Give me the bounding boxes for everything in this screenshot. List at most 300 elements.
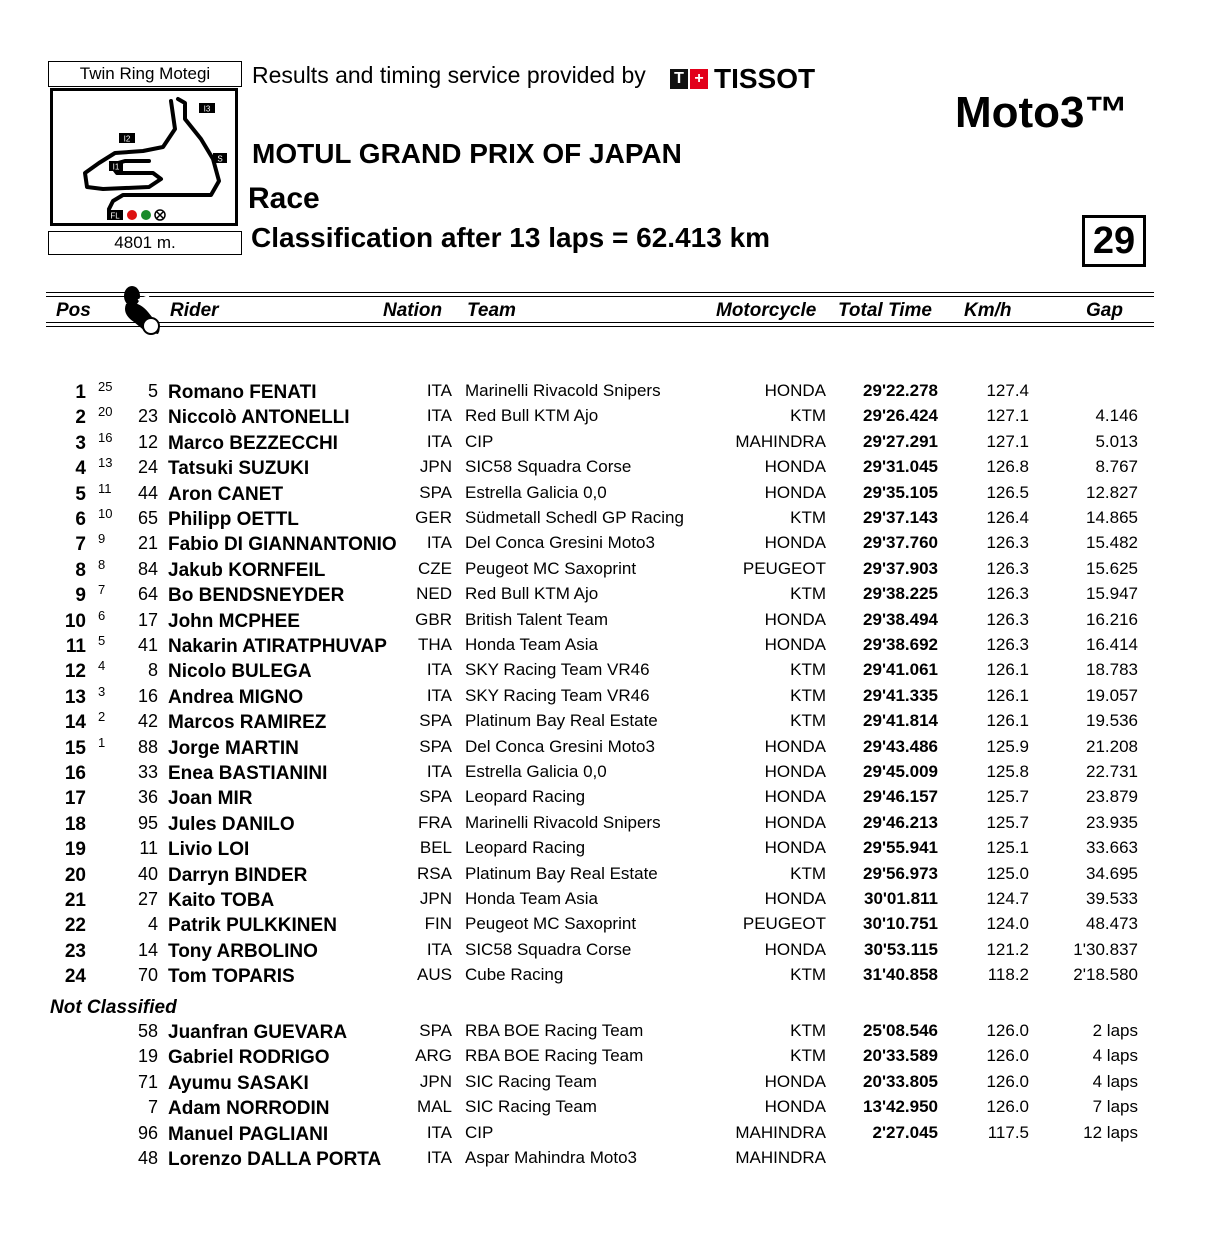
result-speed: 126.0 <box>986 1097 1029 1117</box>
result-rider-name: Marcos RAMIREZ <box>168 712 327 734</box>
result-motorcycle: HONDA <box>764 635 826 654</box>
result-team: Marinelli Rivacold Snipers <box>465 381 661 400</box>
result-rider-name: Patrik PULKKINEN <box>168 915 337 937</box>
track-name: Twin Ring Motegi <box>48 61 242 87</box>
col-rider: Rider <box>170 300 219 321</box>
result-position: 3 <box>75 432 86 454</box>
result-team: SKY Racing Team VR46 <box>465 660 650 680</box>
col-nation: Nation <box>383 300 443 321</box>
track-layout-icon <box>53 91 235 223</box>
result-motorcycle: PEUGEOT <box>742 558 826 578</box>
result-team: Aspar Mahindra Moto3 <box>465 1148 637 1167</box>
result-gap: 15.625 <box>1086 558 1138 578</box>
result-row <box>0 762 1206 787</box>
map-label-s: S <box>217 154 223 164</box>
class-label: Moto3™ <box>955 88 1129 137</box>
result-rider-number: 7 <box>147 1097 158 1118</box>
result-total-time: 29'37.903 <box>863 558 938 578</box>
result-total-time: 29'41.061 <box>863 660 938 680</box>
result-points: 10 <box>98 506 113 521</box>
result-rider-number: 44 <box>137 482 158 503</box>
result-speed: 126.3 <box>986 584 1029 604</box>
result-rider-name: Enea BASTIANINI <box>168 763 328 784</box>
result-nation: JPN <box>419 889 452 908</box>
result-rider-name: Niccolò ANTONELLI <box>168 407 350 429</box>
result-nation: ITA <box>426 762 452 781</box>
result-rider-number: 48 <box>137 1148 158 1168</box>
tissot-wordmark: TISSOT <box>714 63 816 94</box>
result-nation: FIN <box>424 914 452 934</box>
result-nation: JPN <box>419 1071 452 1091</box>
result-speed: 126.1 <box>986 711 1029 731</box>
result-rider-name: Aron CANET <box>168 483 284 505</box>
result-nation: SPA <box>419 711 452 731</box>
result-team: Peugeot MC Saxoprint <box>465 914 637 934</box>
result-team: Del Conca Gresini Moto3 <box>465 736 655 756</box>
result-nation: CZE <box>418 558 452 578</box>
result-speed: 125.7 <box>986 787 1029 807</box>
result-gap: 16.414 <box>1086 635 1138 654</box>
result-speed: 117.5 <box>987 1122 1029 1142</box>
result-total-time: 29'35.105 <box>863 482 938 502</box>
result-motorcycle: HONDA <box>764 787 826 807</box>
result-nation: SPA <box>419 482 452 502</box>
result-gap: 2'18.580 <box>1073 965 1138 985</box>
result-nation: MAL <box>417 1097 452 1117</box>
result-row <box>0 533 1206 558</box>
result-team: CIP <box>465 1122 494 1142</box>
result-rider-name: Tony ARBOLINO <box>168 940 318 962</box>
result-position: 18 <box>64 813 86 835</box>
result-speed: 126.1 <box>986 660 1029 680</box>
result-speed: 125.8 <box>986 762 1029 781</box>
result-position: 21 <box>64 890 86 911</box>
result-rider-name: Darryn BINDER <box>168 864 308 886</box>
result-team: Honda Team Asia <box>465 635 598 654</box>
tissot-logo <box>670 63 816 94</box>
swiss-cross-icon: + <box>690 69 708 89</box>
result-gap: 8.767 <box>1095 457 1138 477</box>
result-motorcycle: PEUGEOT <box>742 914 826 934</box>
result-motorcycle: HONDA <box>764 736 826 756</box>
result-rider-number: 96 <box>137 1122 158 1143</box>
result-total-time: 30'10.751 <box>863 914 938 934</box>
result-gap: 18.783 <box>1086 660 1138 680</box>
result-total-time: 29'56.973 <box>863 863 938 883</box>
result-speed: 126.3 <box>986 533 1029 553</box>
result-total-time: 29'22.278 <box>863 381 938 400</box>
result-gap: 2 laps <box>1092 1021 1138 1040</box>
result-points: 13 <box>98 455 113 471</box>
result-row <box>0 381 1206 406</box>
result-total-time: 29'37.760 <box>863 533 938 553</box>
result-speed: 126.5 <box>986 482 1029 502</box>
result-points: 20 <box>98 404 113 420</box>
result-row <box>0 607 1206 635</box>
result-motorcycle: HONDA <box>764 609 826 629</box>
result-rider-name: Kaito TOBA <box>168 890 275 911</box>
result-rider-name: Romano FENATI <box>168 382 317 403</box>
result-nation: ITA <box>426 1148 452 1167</box>
result-row <box>0 940 1206 965</box>
result-position: 5 <box>75 483 86 505</box>
result-speed: 127.4 <box>986 381 1029 400</box>
result-speed: 126.8 <box>986 457 1029 477</box>
result-rider-number: 5 <box>147 381 158 401</box>
result-rider-number: 27 <box>137 889 158 909</box>
result-rider-name: Joan MIR <box>168 788 253 810</box>
result-row <box>0 429 1206 457</box>
result-gap: 39.533 <box>1086 889 1138 908</box>
result-speed: 127.1 <box>986 431 1029 451</box>
result-gap: 4.146 <box>1095 406 1138 426</box>
result-speed: 125.7 <box>986 812 1029 832</box>
result-nation: THA <box>418 635 452 654</box>
result-nation: JPN <box>419 457 452 477</box>
result-team: SIC Racing Team <box>465 1097 597 1117</box>
result-rider-name: Jakub KORNFEIL <box>168 559 326 581</box>
result-rider-number: 19 <box>137 1046 158 1067</box>
result-points: 4 <box>98 658 106 674</box>
result-speed: 126.3 <box>986 609 1029 629</box>
col-motorcycle: Motorcycle <box>716 300 817 321</box>
result-rider-name: Bo BENDSNEYDER <box>168 585 345 607</box>
result-team: Estrella Galicia 0,0 <box>465 762 607 781</box>
result-points: 25 <box>98 379 113 394</box>
header-rule-bottom <box>46 322 1154 323</box>
result-row <box>0 734 1206 762</box>
result-motorcycle: HONDA <box>764 482 826 502</box>
result-gap: 14.865 <box>1086 508 1138 527</box>
result-points: 3 <box>98 683 106 699</box>
result-row <box>0 1046 1206 1071</box>
result-row <box>0 508 1206 533</box>
session-name: Race <box>248 182 320 215</box>
result-rider-name: Juanfran GUEVARA <box>168 1022 348 1043</box>
result-speed: 125.0 <box>986 863 1029 883</box>
col-gap: Gap <box>1086 300 1123 321</box>
result-nation: ITA <box>426 939 452 959</box>
result-rider-name: Nakarin ATIRATPHUVAP <box>168 636 387 657</box>
result-row <box>0 787 1206 812</box>
col-team: Team <box>467 300 516 321</box>
result-nation: ITA <box>426 660 452 680</box>
not-classified-label: Not Classified <box>50 997 177 1018</box>
result-motorcycle: KTM <box>790 965 826 985</box>
result-gap: 12 laps <box>1083 1122 1138 1142</box>
result-rider-number: 33 <box>137 762 158 782</box>
result-team: SKY Racing Team VR46 <box>465 685 650 705</box>
result-motorcycle: KTM <box>790 584 826 604</box>
result-motorcycle: KTM <box>790 1046 826 1066</box>
result-row <box>0 480 1206 508</box>
result-position: 24 <box>64 966 86 988</box>
result-rider-name: Lorenzo DALLA PORTA <box>168 1149 382 1170</box>
result-points: 7 <box>98 582 106 598</box>
result-team: Leopard Racing <box>465 787 586 807</box>
result-gap: 4 laps <box>1092 1046 1138 1066</box>
result-nation: GER <box>415 508 452 527</box>
page-number: 29 <box>1082 215 1146 267</box>
result-gap: 19.536 <box>1086 711 1138 731</box>
result-total-time: 29'45.009 <box>863 762 938 781</box>
result-total-time: 30'01.811 <box>863 889 938 908</box>
result-motorcycle: HONDA <box>764 812 826 832</box>
result-rider-number: 64 <box>137 584 158 605</box>
result-nation: FRA <box>418 812 452 832</box>
result-speed: 118.2 <box>987 965 1029 985</box>
result-position: 20 <box>64 864 86 886</box>
result-points: 16 <box>98 429 113 445</box>
result-speed: 125.1 <box>986 838 1029 858</box>
result-rider-number: 65 <box>137 508 158 528</box>
event-title: MOTUL GRAND PRIX OF JAPAN <box>252 138 682 169</box>
result-position: 1 <box>75 382 86 403</box>
result-total-time: 25'08.546 <box>863 1021 938 1040</box>
result-total-time: 29'38.692 <box>863 635 938 654</box>
result-total-time: 29'31.045 <box>863 457 938 477</box>
col-kmh: Km/h <box>964 300 1012 321</box>
result-rider-name: Manuel PAGLIANI <box>168 1123 329 1145</box>
result-motorcycle: HONDA <box>764 1097 826 1117</box>
classification-title: Classification after 13 laps = 62.413 km <box>251 222 771 253</box>
result-row <box>0 584 1206 609</box>
result-motorcycle: MAHINDRA <box>735 1122 826 1142</box>
result-speed: 126.3 <box>986 558 1029 578</box>
result-row <box>0 1021 1206 1046</box>
result-rider-number: 14 <box>137 939 158 960</box>
result-position: 9 <box>75 585 86 607</box>
result-gap: 23.879 <box>1086 787 1138 807</box>
result-nation: RSA <box>417 863 452 883</box>
result-rider-number: 42 <box>137 711 158 732</box>
result-speed: 124.7 <box>986 889 1029 908</box>
result-nation: SPA <box>419 787 452 807</box>
result-total-time: 29'37.143 <box>863 508 938 527</box>
result-rider-name: Marco BEZZECCHI <box>168 432 338 454</box>
result-motorcycle: HONDA <box>764 838 826 858</box>
result-position: 14 <box>64 712 86 734</box>
result-total-time: 2'27.045 <box>872 1122 938 1142</box>
result-rider-number: 24 <box>137 457 158 478</box>
result-row <box>0 914 1206 939</box>
result-gap: 19.057 <box>1086 685 1138 705</box>
result-position: 15 <box>64 737 86 759</box>
result-points: 6 <box>98 607 106 623</box>
result-rider-number: 16 <box>137 685 158 706</box>
result-speed: 126.1 <box>986 685 1029 705</box>
result-nation: AUS <box>417 965 452 985</box>
result-position: 2 <box>75 407 86 429</box>
result-gap: 34.695 <box>1086 863 1138 883</box>
tissot-t-icon: T <box>670 69 688 89</box>
result-rider-name: Andrea MIGNO <box>168 686 304 708</box>
result-rider-number: 21 <box>137 533 158 554</box>
result-position: 16 <box>64 763 86 784</box>
result-team: Cube Racing <box>465 965 564 985</box>
result-row <box>0 965 1206 990</box>
result-team: Südmetall Schedl GP Racing <box>465 508 684 527</box>
result-row <box>0 660 1206 685</box>
result-team: Honda Team Asia <box>465 889 598 908</box>
result-speed: 127.1 <box>986 406 1029 426</box>
map-label-fl: FL <box>110 211 120 221</box>
result-rider-name: Tatsuki SUZUKI <box>168 458 310 480</box>
result-rider-number: 4 <box>147 914 158 935</box>
result-row <box>0 683 1206 711</box>
result-position: 7 <box>75 534 86 556</box>
result-motorcycle: MAHINDRA <box>735 431 826 451</box>
result-team: British Talent Team <box>465 609 608 629</box>
result-nation: NED <box>416 584 452 604</box>
result-rider-name: John MCPHEE <box>168 610 300 632</box>
result-speed: 121.2 <box>986 939 1029 959</box>
result-motorcycle: KTM <box>790 863 826 883</box>
map-label-i3: I3 <box>203 104 211 114</box>
result-motorcycle: KTM <box>790 660 826 680</box>
result-team: Platinum Bay Real Estate <box>465 711 658 731</box>
result-gap: 1'30.837 <box>1073 939 1138 959</box>
result-motorcycle: KTM <box>790 406 826 426</box>
result-nation: ITA <box>426 685 452 705</box>
result-row <box>0 864 1206 889</box>
result-row <box>0 1123 1206 1148</box>
motorcycle-rider-icon <box>118 282 166 341</box>
result-motorcycle: HONDA <box>764 457 826 477</box>
result-nation: SPA <box>419 736 452 756</box>
result-team: RBA BOE Racing Team <box>465 1021 644 1040</box>
result-total-time: 31'40.858 <box>863 965 938 985</box>
result-position: 6 <box>75 509 86 530</box>
result-nation: ITA <box>426 381 452 400</box>
result-position: 17 <box>64 788 86 810</box>
result-motorcycle: HONDA <box>764 533 826 553</box>
result-total-time: 29'46.157 <box>863 787 938 807</box>
map-label-i1: I1 <box>112 162 120 172</box>
result-nation: GBR <box>415 609 452 629</box>
result-position: 23 <box>64 940 86 962</box>
result-speed: 126.0 <box>986 1071 1029 1091</box>
result-points: 9 <box>98 531 106 547</box>
result-gap: 7 laps <box>1092 1097 1138 1117</box>
result-points: 2 <box>98 709 106 725</box>
result-motorcycle: KTM <box>790 685 826 705</box>
result-row <box>0 1072 1206 1097</box>
result-rider-number: 17 <box>137 609 158 630</box>
result-motorcycle: HONDA <box>764 939 826 959</box>
result-gap: 22.731 <box>1086 762 1138 781</box>
result-rider-name: Adam NORRODIN <box>168 1098 330 1120</box>
timing-service-text: Results and timing service provided by <box>252 62 646 88</box>
result-team: SIC Racing Team <box>465 1071 597 1091</box>
header-rule-top-2 <box>46 296 1154 297</box>
result-gap: 4 laps <box>1092 1071 1138 1091</box>
result-rider-number: 23 <box>137 406 158 427</box>
result-rider-name: Fabio DI GIANNANTONIO <box>168 534 397 556</box>
result-total-time: 29'55.941 <box>863 838 938 858</box>
result-nation: BEL <box>419 838 452 858</box>
result-nation: ITA <box>426 1122 452 1142</box>
result-total-time: 29'43.486 <box>863 736 938 756</box>
result-team: Marinelli Rivacold Snipers <box>465 812 661 832</box>
result-row <box>0 1148 1206 1173</box>
result-row <box>0 889 1206 914</box>
result-gap: 15.947 <box>1086 584 1138 604</box>
result-row <box>0 838 1206 863</box>
result-rider-name: Philipp OETTL <box>168 509 299 530</box>
result-speed: 124.0 <box>986 914 1029 934</box>
result-total-time: 20'33.805 <box>863 1071 938 1091</box>
result-total-time: 29'38.225 <box>863 584 938 604</box>
result-total-time: 20'33.589 <box>863 1046 938 1066</box>
result-position: 10 <box>64 610 86 632</box>
result-rider-name: Nicolo BULEGA <box>168 661 312 683</box>
header-rule-bottom-2 <box>46 326 1154 327</box>
result-points: 5 <box>98 633 106 648</box>
result-rider-number: 40 <box>137 863 158 884</box>
result-row <box>0 1097 1206 1122</box>
result-rider-name: Tom TOPARIS <box>168 966 295 988</box>
result-rider-number: 95 <box>137 812 158 833</box>
result-nation: ITA <box>426 533 452 553</box>
result-position: 12 <box>64 661 86 683</box>
result-total-time: 30'53.115 <box>863 939 938 959</box>
result-speed: 126.3 <box>986 635 1029 654</box>
result-gap: 48.473 <box>1086 914 1138 934</box>
result-rider-number: 71 <box>137 1071 158 1092</box>
result-total-time: 29'41.335 <box>863 685 938 705</box>
result-rider-number: 84 <box>137 558 158 579</box>
result-team: RBA BOE Racing Team <box>465 1046 644 1066</box>
result-speed: 125.9 <box>986 736 1029 756</box>
result-gap: 15.482 <box>1086 533 1138 553</box>
result-total-time: 29'27.291 <box>863 431 938 451</box>
result-gap: 33.663 <box>1086 838 1138 858</box>
result-rider-number: 12 <box>137 431 158 452</box>
result-team: CIP <box>465 431 494 451</box>
result-team: Red Bull KTM Ajo <box>465 584 599 604</box>
result-team: Del Conca Gresini Moto3 <box>465 533 655 553</box>
result-team: Peugeot MC Saxoprint <box>465 558 637 578</box>
result-gap: 12.827 <box>1086 482 1138 502</box>
map-label-i2: I2 <box>123 134 131 144</box>
result-motorcycle: KTM <box>790 711 826 731</box>
result-team: SIC58 Squadra Corse <box>465 457 632 477</box>
col-pos: Pos <box>56 300 91 321</box>
result-team: SIC58 Squadra Corse <box>465 939 632 959</box>
result-row <box>0 813 1206 838</box>
result-rider-name: Ayumu SASAKI <box>168 1072 309 1094</box>
result-row <box>0 635 1206 660</box>
result-motorcycle: HONDA <box>764 1071 826 1091</box>
result-motorcycle: KTM <box>790 1021 826 1040</box>
result-speed: 126.4 <box>986 508 1029 527</box>
result-gap: 16.216 <box>1086 609 1138 629</box>
result-team: Leopard Racing <box>465 838 586 858</box>
result-rider-name: Jorge MARTIN <box>168 737 299 759</box>
result-speed: 126.0 <box>986 1046 1029 1066</box>
col-total-time: Total Time <box>838 300 932 321</box>
result-row <box>0 711 1206 736</box>
result-points: 8 <box>98 556 106 572</box>
result-points: 11 <box>98 480 112 496</box>
result-nation: ITA <box>426 431 452 451</box>
result-rider-name: Livio LOI <box>168 839 250 861</box>
result-total-time: 29'38.494 <box>863 609 938 629</box>
track-length: 4801 m. <box>48 231 242 255</box>
result-gap: 21.208 <box>1086 736 1138 756</box>
result-rider-name: Gabriel RODRIGO <box>168 1047 330 1069</box>
